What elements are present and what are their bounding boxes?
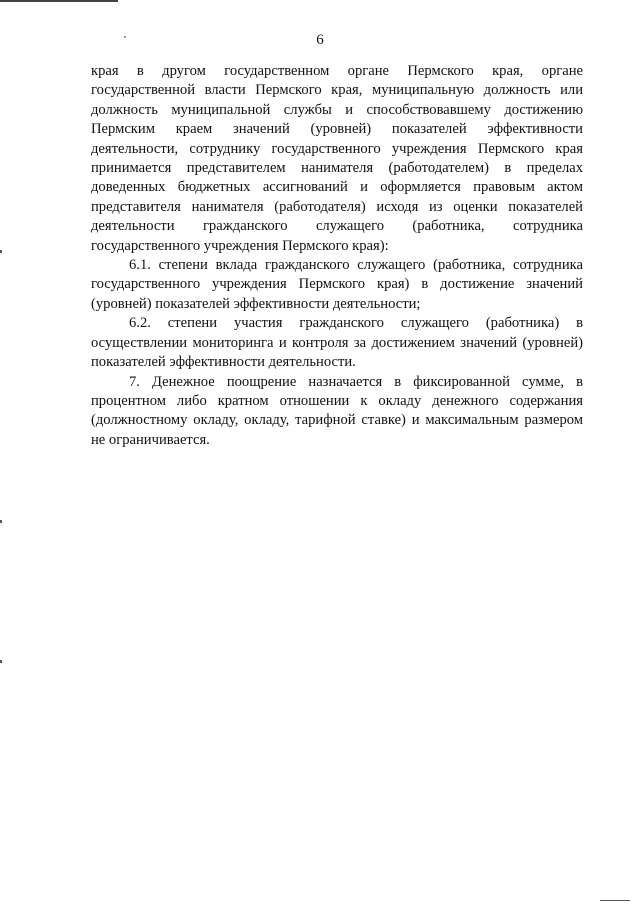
scan-edge-mark [0, 520, 2, 523]
page-number: 6 [316, 32, 324, 48]
paragraph-continuation: края в другом государственном органе Пермского края, органе государственной власти Пермского края, муниципальную должность или должность муниципальной службы и способствовавшему достижению Пермским краем значений (уровней) показателей эффективности деятельности, сотруднику государственного учреждения Пермского края принимается представителем нанимателя (работодателем) в пределах доведенных бюджетных ассигнований и оформляется правовым актом представителя нанимателя (работодателя) исходя из оценки показателей деятельности гражданского служащего (работника, сотрудника государственного учреждения Пермского края): [91, 63, 583, 254]
document-body [91, 62, 583, 450]
scan-edge-mark [600, 900, 630, 901]
paragraph-item-7: 7. Денежное поощрение назначается в фиксированной сумме, в процентном либо кратном отношении к окладу денежного содержания (должностному окладу, окладу, тарифной ставке) и максимальным размером не ограничивается. [91, 373, 583, 448]
scan-speck [124, 36, 126, 38]
scan-edge-rule [0, 0, 118, 2]
scan-edge-mark [0, 250, 2, 253]
paragraph-item-6-2: 6.2. степени участия гражданского служащего (работника) в осуществлении мониторинга и контроля за достижением значений (уровней) показателей эффективности деятельности. [91, 315, 583, 371]
scan-edge-mark [0, 660, 2, 663]
paragraph-item-6-1: 6.1. степени вклада гражданского служащего (работника, сотрудника государственного учреждения Пермского края) в достижение значений (уровней) показателей эффективности деятельности; [91, 257, 583, 312]
